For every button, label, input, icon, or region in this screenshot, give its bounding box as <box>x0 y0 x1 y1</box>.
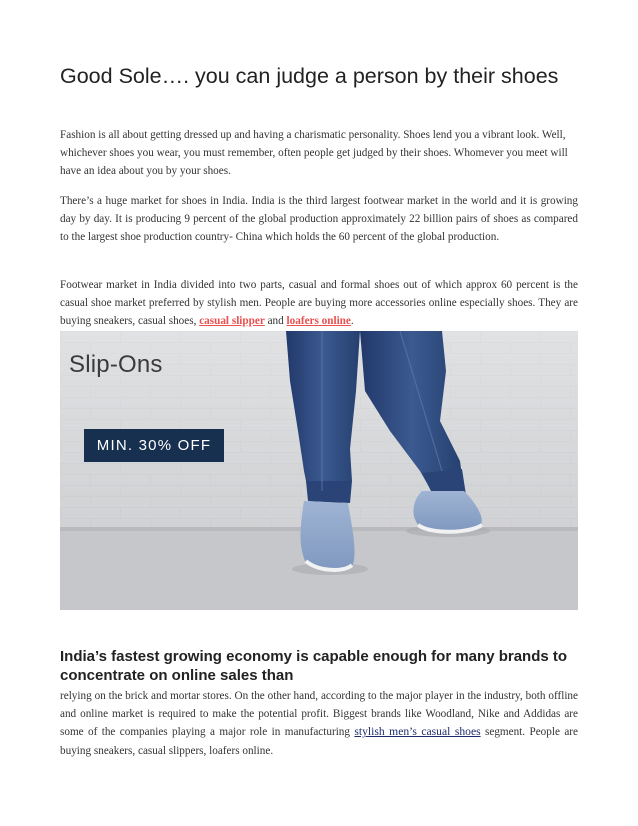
brands-tail: segment. People are buying sneakers, casual slippers, loafers online. <box>60 726 578 757</box>
stylish-mens-casual-shoes-link[interactable]: stylish men’s casual shoes <box>354 725 481 739</box>
footwear-parts-paragraph <box>60 276 578 331</box>
brands-paragraph <box>60 687 578 760</box>
offer-badge: MIN. 30% OFF <box>84 429 224 462</box>
section-heading: India’s fastest growing economy is capable enough for many brands to concentrate on online sales than <box>60 648 568 684</box>
end-period: . <box>350 315 354 328</box>
promo-title: Slip-Ons <box>69 351 163 378</box>
brands-text: relying on the brick and mortar stores. On the other hand, according to the major player in the industry, both offline and online market is required to make the potential profit. Biggest brands like Woodland, Nike and Addidas are some of the companies playing a major role in manufacturing <box>60 690 578 739</box>
casual-slipper-link[interactable]: casual slipper <box>199 315 265 328</box>
intro-paragraph: Fashion is all about getting dressed up and having a charismatic personality. Shoes lend you a vibrant look. Well, whichever shoes you wear, you must remember, often people get judged by their shoes. Whomever you meet will have an idea about you by your shoes. <box>60 129 568 178</box>
article-title: Good Sole…. you can judge a person by their shoes <box>60 64 559 88</box>
loafers-online-link[interactable]: loafers online <box>286 315 351 328</box>
slip-ons-promo-banner[interactable] <box>60 331 578 610</box>
parts-text: Footwear market in India divided into two parts, casual and formal shoes out of which approx 60 percent is the casual shoe market preferred by stylish men. People are buying more accessories online especially shoes. They are buying sneakers, casual shoes, <box>60 279 578 328</box>
market-paragraph: There’s a huge market for shoes in India. India is the third largest footwear market in the world and it is growing day by day. It is producing 9 percent of the global production approximately 22 billion pairs of shoes as compared to the largest shoe production country- China which holds the 60 percent of the global production. <box>60 195 578 244</box>
and-text: and <box>264 315 287 328</box>
